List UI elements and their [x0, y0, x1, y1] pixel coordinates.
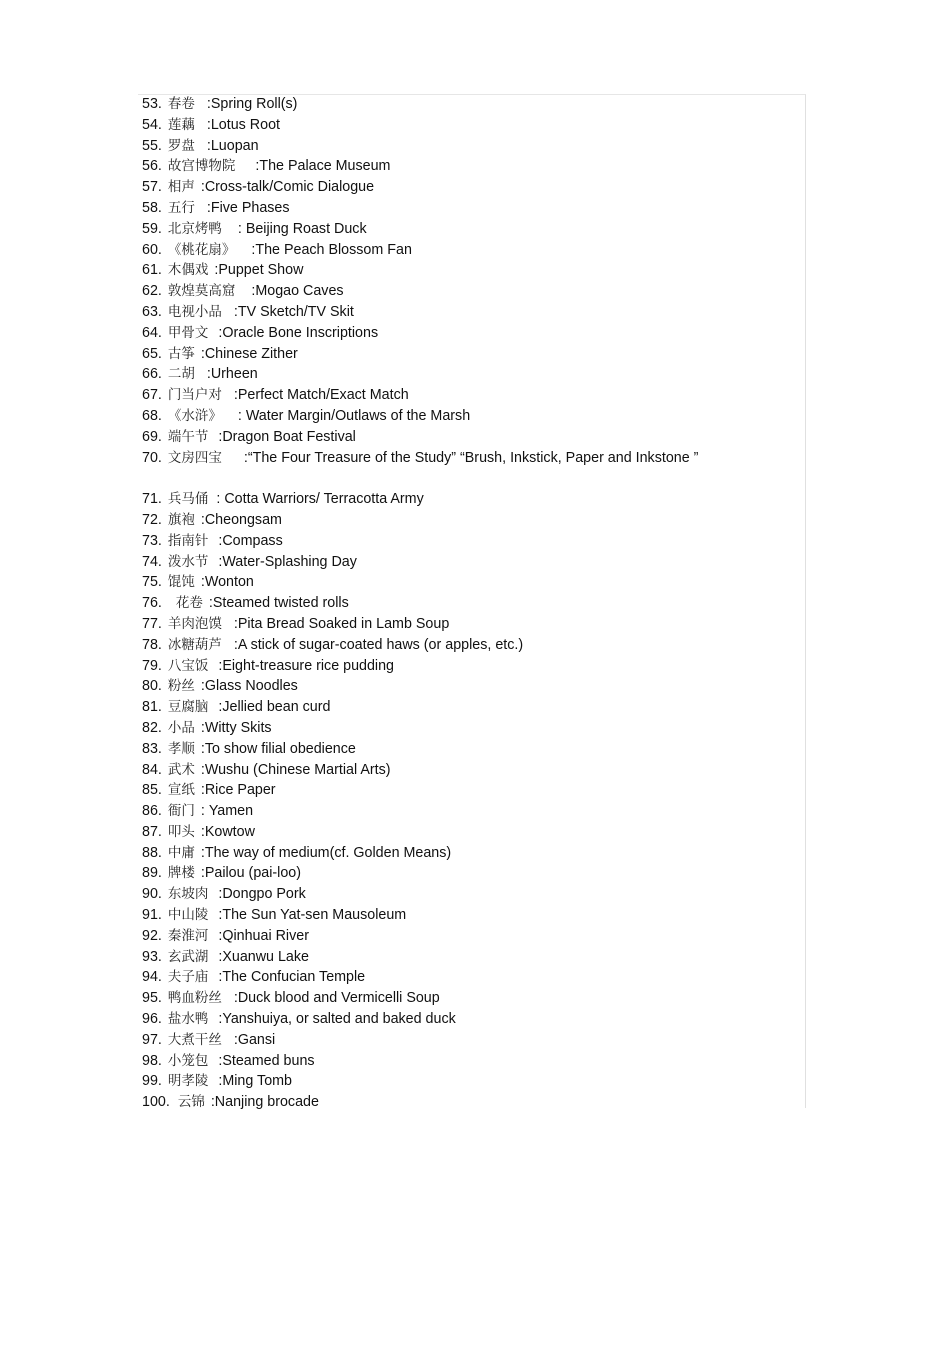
list-item [142, 718, 804, 739]
item-number: 59. [142, 220, 162, 237]
chinese-term: 北京烤鸭 [167, 220, 222, 237]
english-translation: :Puppet Show [214, 262, 304, 279]
english-translation: :Cheongsam [200, 511, 282, 528]
english-translation: :Yanshuiya, or salted and baked duck [218, 1011, 456, 1028]
item-number: 95. [142, 990, 162, 1007]
list-item [142, 614, 804, 635]
chinese-term: 兵马俑 [167, 491, 209, 508]
list-item [142, 967, 804, 988]
item-number: 94. [142, 969, 162, 986]
list-item [142, 136, 804, 157]
chinese-term: 叩头 [167, 823, 195, 840]
list-item [142, 344, 804, 365]
list-item [142, 988, 804, 1009]
list-item [142, 572, 804, 593]
list-item [142, 947, 804, 968]
chinese-term: 春卷 [167, 96, 195, 112]
list-item [142, 385, 804, 406]
list-item [142, 656, 804, 677]
item-number: 73. [142, 532, 162, 549]
item-number: 80. [142, 678, 162, 695]
list-item [142, 593, 804, 614]
item-number: 65. [142, 345, 162, 362]
english-translation: :The Sun Yat-sen Mausoleum [218, 907, 407, 924]
list-item [142, 510, 804, 531]
list-item [142, 1009, 804, 1030]
item-number: 72. [142, 511, 162, 528]
chinese-term: 中山陵 [167, 907, 209, 924]
item-number: 90. [142, 886, 162, 903]
list-item [142, 240, 804, 261]
chinese-term: 冰糖葫芦 [167, 636, 222, 653]
english-translation: :Kowtow [200, 823, 255, 840]
item-number: 54. [142, 116, 162, 133]
chinese-term: 泼水节 [167, 553, 209, 570]
english-translation: :Mogao Caves [251, 283, 344, 300]
item-number: 66. [142, 366, 162, 383]
english-translation: :Spring Roll(s) [206, 96, 298, 112]
chinese-term: 牌楼 [167, 865, 195, 882]
list-item [142, 635, 804, 656]
list-item [142, 1092, 804, 1113]
chinese-term: 夫子庙 [167, 969, 209, 986]
english-translation: :Chinese Zither [200, 345, 298, 362]
item-number: 60. [142, 241, 162, 258]
chinese-term: 二胡 [167, 366, 195, 383]
list-item [142, 926, 804, 947]
item-number: 91. [142, 907, 162, 924]
english-translation: :Oracle Bone Inscriptions [218, 324, 379, 341]
english-translation: :Xuanwu Lake [218, 948, 309, 965]
list-item [142, 406, 804, 427]
chinese-term: 五行 [167, 199, 195, 216]
item-number: 93. [142, 948, 162, 965]
item-number: 57. [142, 179, 162, 196]
item-number: 86. [142, 803, 162, 820]
english-translation: : Water Margin/Outlaws of the Marsh [237, 407, 471, 424]
chinese-term: 中庸 [167, 844, 195, 861]
list-item [142, 697, 804, 718]
list-item [142, 427, 804, 448]
item-number: 55. [142, 137, 162, 154]
chinese-term: 明孝陵 [167, 1073, 209, 1090]
item-number: 99. [142, 1073, 162, 1090]
list-item [142, 364, 804, 385]
english-translation: :Perfect Match/Exact Match [233, 387, 409, 404]
english-translation: :A stick of sugar-coated haws (or apples, etc.) [233, 636, 524, 653]
item-number: 74. [142, 553, 162, 570]
list-item [142, 489, 804, 510]
english-translation: : Beijing Roast Duck [237, 220, 367, 237]
chinese-term: 电视小品 [167, 303, 222, 320]
item-number: 70. [142, 449, 162, 466]
list-item [142, 822, 804, 843]
list-item [142, 676, 804, 697]
item-number: 100. [142, 1094, 170, 1111]
chinese-term: 粉丝 [167, 678, 195, 695]
list-item [142, 739, 804, 760]
chinese-term: 衙门 [167, 803, 195, 820]
english-translation: :Urheen [206, 366, 258, 383]
item-number: 83. [142, 740, 162, 757]
item-number: 61. [142, 262, 162, 279]
item-number: 85. [142, 782, 162, 799]
chinese-term: 端午节 [167, 428, 209, 445]
english-translation: :Pita Bread Soaked in Lamb Soup [233, 615, 450, 632]
chinese-term: 羊肉泡馍 [167, 615, 222, 632]
chinese-term: 古筝 [167, 345, 195, 362]
english-translation: :Rice Paper [200, 782, 276, 799]
item-number: 58. [142, 199, 162, 216]
english-translation: :Ming Tomb [218, 1073, 293, 1090]
english-translation: :To show filial obedience [200, 740, 356, 757]
item-number: 78. [142, 636, 162, 653]
item-number: 77. [142, 615, 162, 632]
item-number: 84. [142, 761, 162, 778]
english-translation: :The Confucian Temple [218, 969, 366, 986]
english-translation: :“The Four Treasure of the Study” “Brush, Inkstick, Paper and Inkstone ” [243, 449, 699, 466]
list-item [142, 552, 804, 573]
list-item [142, 1071, 804, 1092]
english-translation: :Cross-talk/Comic Dialogue [200, 179, 375, 196]
chinese-term: 武术 [167, 761, 195, 778]
english-translation: :Five Phases [206, 199, 290, 216]
item-number: 88. [142, 844, 162, 861]
item-number: 81. [142, 699, 162, 716]
list-item [142, 260, 804, 281]
item-number: 56. [142, 158, 162, 175]
list-item [142, 177, 804, 198]
chinese-term: 宣纸 [167, 782, 195, 799]
list-item-text [142, 448, 804, 469]
item-number: 75. [142, 574, 162, 591]
item-number: 64. [142, 324, 162, 341]
chinese-term: 罗盘 [167, 137, 195, 154]
chinese-term: 馄饨 [167, 574, 195, 591]
chinese-term: 小品 [167, 719, 195, 736]
list-item [142, 302, 804, 323]
chinese-term: 文房四宝 [167, 449, 222, 466]
chinese-term: 故宫博物院 [167, 158, 236, 175]
chinese-term: 花卷 [175, 595, 203, 612]
chinese-term: 敦煌莫高窟 [167, 283, 236, 300]
list-item [142, 884, 804, 905]
item-number: 76. [142, 595, 162, 612]
chinese-term: 东坡肉 [167, 886, 209, 903]
item-number: 89. [142, 865, 162, 882]
chinese-term: 甲骨文 [167, 324, 209, 341]
english-translation: :Gansi [233, 1031, 276, 1048]
english-translation: :Dragon Boat Festival [218, 428, 356, 445]
item-number: 96. [142, 1011, 162, 1028]
item-number: 92. [142, 927, 162, 944]
chinese-term: 玄武湖 [167, 948, 209, 965]
list-item [142, 760, 804, 781]
list-item [142, 94, 804, 115]
english-translation: :Compass [218, 532, 283, 549]
item-number: 53. [142, 96, 162, 112]
list-item [142, 801, 804, 822]
english-translation: :The Palace Museum [255, 158, 391, 175]
list-item [142, 115, 804, 136]
chinese-term: 《桃花扇》 [167, 241, 236, 258]
item-number: 87. [142, 823, 162, 840]
chinese-term: 秦淮河 [167, 927, 209, 944]
item-number: 68. [142, 407, 162, 424]
item-number: 69. [142, 428, 162, 445]
chinese-term: 八宝饭 [167, 657, 209, 674]
chinese-term: 木偶戏 [167, 262, 209, 279]
chinese-term: 盐水鸭 [167, 1011, 209, 1028]
english-translation: :Steamed buns [218, 1052, 315, 1069]
chinese-term: 豆腐脑 [167, 699, 209, 716]
chinese-term: 门当户对 [167, 387, 222, 404]
english-translation: :Dongpo Pork [218, 886, 306, 903]
item-number: 62. [142, 283, 162, 300]
list-item [142, 323, 804, 344]
glossary-list [142, 94, 804, 1113]
list-item [142, 1051, 804, 1072]
english-translation: :Water-Splashing Day [218, 553, 357, 570]
english-translation: :Wushu (Chinese Martial Arts) [200, 761, 391, 778]
item-number: 98. [142, 1052, 162, 1069]
list-item [142, 198, 804, 219]
list-item [142, 448, 804, 490]
chinese-term: 云锦 [177, 1094, 205, 1111]
chinese-term: 小笼包 [167, 1052, 209, 1069]
english-translation: :Witty Skits [200, 719, 272, 736]
item-number: 71. [142, 491, 162, 508]
english-translation: :Pailou (pai-loo) [200, 865, 302, 882]
item-number: 67. [142, 387, 162, 404]
chinese-term: 相声 [167, 179, 195, 196]
chinese-term: 孝顺 [167, 740, 195, 757]
english-translation: :Duck blood and Vermicelli Soup [233, 990, 440, 1007]
list-item [142, 281, 804, 302]
english-translation: :Glass Noodles [200, 678, 298, 695]
english-translation: :Lotus Root [206, 116, 280, 133]
chinese-term: 鸭血粉丝 [167, 990, 222, 1007]
english-translation: :Eight-treasure rice pudding [218, 657, 395, 674]
item-number: 97. [142, 1031, 162, 1048]
list-item [142, 531, 804, 552]
english-translation: : Yamen [200, 803, 254, 820]
english-translation: :Nanjing brocade [210, 1094, 319, 1111]
english-translation: :Jellied bean curd [218, 699, 331, 716]
english-translation: :Steamed twisted rolls [208, 595, 349, 612]
chinese-term: 旗袍 [167, 511, 195, 528]
chinese-term: 莲藕 [167, 116, 195, 133]
item-number: 79. [142, 657, 162, 674]
chinese-term: 大煮干丝 [167, 1031, 222, 1048]
english-translation: :TV Sketch/TV Skit [233, 303, 354, 320]
english-translation: :The way of medium(cf. Golden Means) [200, 844, 452, 861]
list-item [142, 863, 804, 884]
chinese-term: 指南针 [167, 532, 209, 549]
english-translation: :Luopan [206, 137, 259, 154]
item-number: 63. [142, 303, 162, 320]
list-item [142, 843, 804, 864]
english-translation: :Qinhuai River [218, 927, 309, 944]
list-item [142, 156, 804, 177]
list-item [142, 780, 804, 801]
english-translation: :The Peach Blossom Fan [251, 241, 412, 258]
list-item [142, 219, 804, 240]
english-translation: :Wonton [200, 574, 254, 591]
chinese-term: 《水浒》 [167, 407, 222, 424]
english-translation: : Cotta Warriors/ Terracotta Army [216, 491, 424, 508]
list-item [142, 905, 804, 926]
list-item [142, 1030, 804, 1051]
item-number: 82. [142, 719, 162, 736]
